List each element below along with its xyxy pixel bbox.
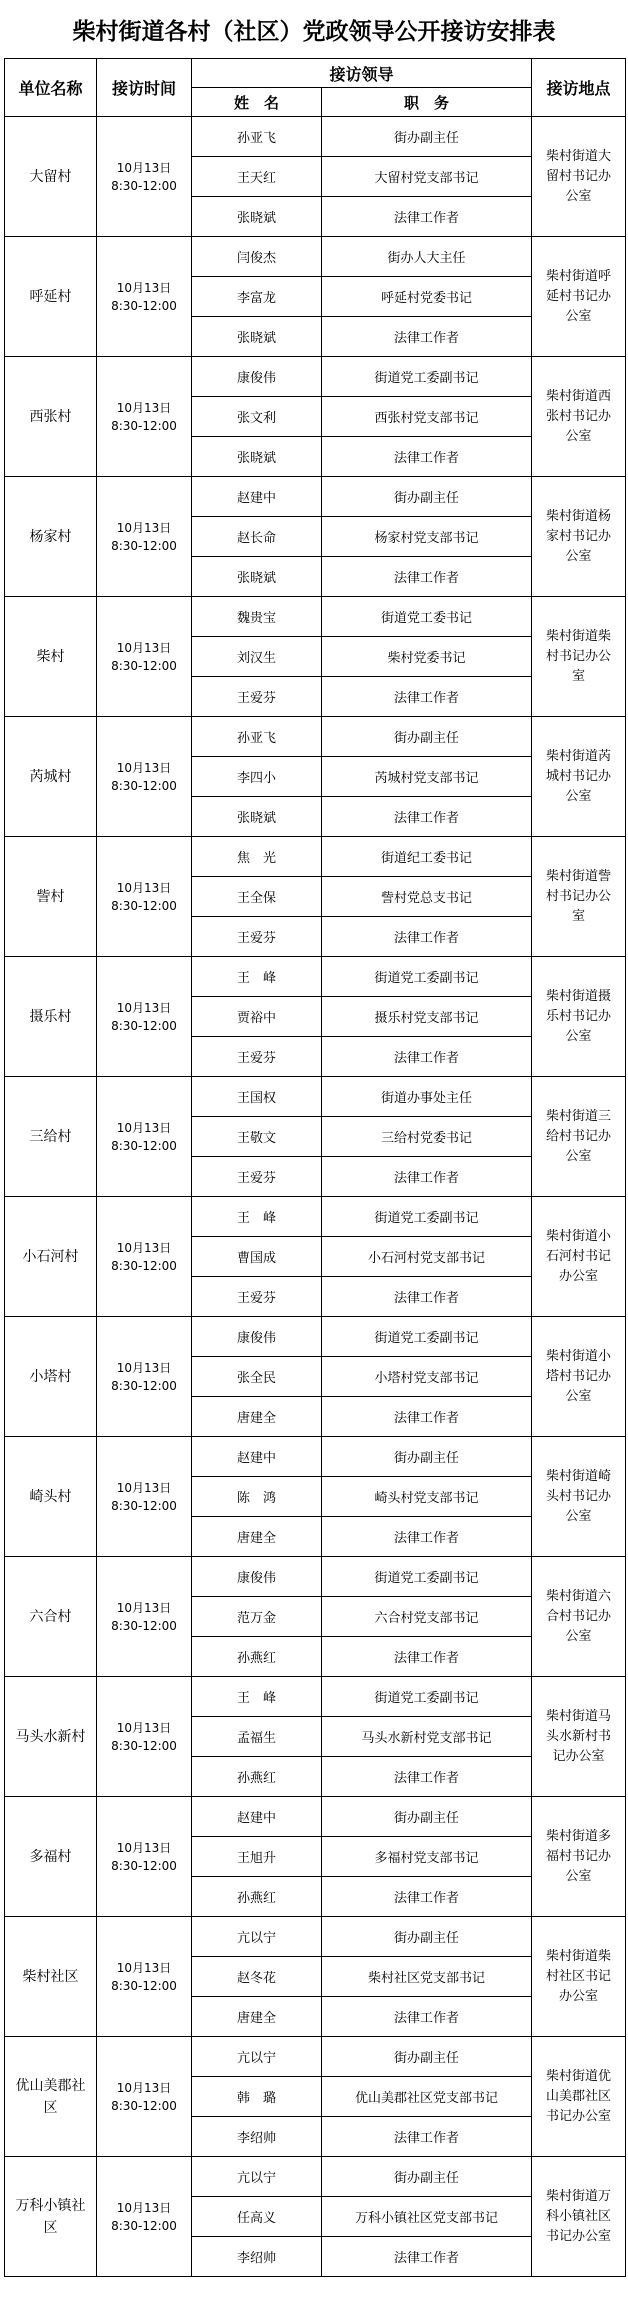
leader-position: 六合村党支部书记 <box>322 1597 532 1637</box>
visit-time <box>97 237 192 357</box>
leader-position: 街办副主任 <box>322 477 532 517</box>
visit-location: 柴村街道芮城村书记办公室 <box>532 717 626 837</box>
leader-name: 贾裕中 <box>192 997 322 1037</box>
leader-position: 柴村社区党支部书记 <box>322 1957 532 1997</box>
leader-name: 王爱芬 <box>192 677 322 717</box>
leader-name: 张晓斌 <box>192 197 322 237</box>
unit-name: 崎头村 <box>5 1437 97 1557</box>
leader-name: 康俊伟 <box>192 1557 322 1597</box>
leader-name: 李绍帅 <box>192 2237 322 2277</box>
leader-position: 优山美郡社区党支部书记 <box>322 2077 532 2117</box>
leader-name: 陈 鸿 <box>192 1477 322 1517</box>
page-title: 柴村街道各村（社区）党政领导公开接访安排表 <box>72 18 556 45</box>
leader-name: 张文利 <box>192 397 322 437</box>
visit-time <box>97 1317 192 1437</box>
visit-time <box>97 1437 192 1557</box>
schedule-table <box>4 58 626 2277</box>
visit-date: 10月13日 <box>116 400 172 415</box>
visit-time <box>97 1797 192 1917</box>
leader-position: 芮城村党支部书记 <box>322 757 532 797</box>
leader-name: 王爱芬 <box>192 1037 322 1077</box>
leader-name: 曹国成 <box>192 1237 322 1277</box>
visit-date: 10月13日 <box>116 1840 172 1855</box>
visit-location: 柴村街道小石河村书记办公室 <box>532 1197 626 1317</box>
visit-hours: 8:30-12:00 <box>111 1018 177 1033</box>
unit-name: 马头水新村 <box>5 1677 97 1797</box>
visit-date: 10月13日 <box>116 1000 172 1015</box>
leader-position: 法律工作者 <box>322 1637 532 1677</box>
visit-location: 柴村街道多福村书记办公室 <box>532 1797 626 1917</box>
leader-position: 法律工作者 <box>322 1157 532 1197</box>
visit-hours: 8:30-12:00 <box>111 1138 177 1153</box>
visit-time <box>97 2157 192 2277</box>
leader-name: 孙燕红 <box>192 1757 322 1797</box>
visit-location: 柴村街道优山美郡社区书记办公室 <box>532 2037 626 2157</box>
leader-position: 柴村党委书记 <box>322 637 532 677</box>
leader-name: 孙亚飞 <box>192 117 322 157</box>
unit-name: 柴村 <box>5 597 97 717</box>
visit-hours: 8:30-12:00 <box>111 1978 177 1993</box>
table-row <box>5 357 626 397</box>
leader-position: 法律工作者 <box>322 1517 532 1557</box>
leader-name: 赵建中 <box>192 1437 322 1477</box>
table-row <box>5 117 626 157</box>
visit-time <box>97 1197 192 1317</box>
table-row <box>5 2037 626 2077</box>
header-position: 职 务 <box>322 88 532 117</box>
leader-position: 法律工作者 <box>322 197 532 237</box>
leader-position: 小石河村党支部书记 <box>322 1237 532 1277</box>
visit-location: 柴村街道柴村书记办公室 <box>532 597 626 717</box>
visit-time <box>97 957 192 1077</box>
visit-hours: 8:30-12:00 <box>111 1378 177 1393</box>
unit-name: 小塔村 <box>5 1317 97 1437</box>
leader-position: 万科小镇社区党支部书记 <box>322 2197 532 2237</box>
leader-name: 张全民 <box>192 1357 322 1397</box>
visit-date: 10月13日 <box>116 160 172 175</box>
leader-position: 法律工作者 <box>322 1877 532 1917</box>
visit-time <box>97 357 192 477</box>
visit-time <box>97 717 192 837</box>
unit-name: 六合村 <box>5 1557 97 1677</box>
table-row <box>5 1317 626 1357</box>
leader-position: 街办副主任 <box>322 117 532 157</box>
leader-name: 王 峰 <box>192 1197 322 1237</box>
header-location: 接访地点 <box>532 59 626 117</box>
visit-hours: 8:30-12:00 <box>111 1858 177 1873</box>
leader-name: 张晓斌 <box>192 797 322 837</box>
leader-position: 街办副主任 <box>322 1917 532 1957</box>
leader-name: 王爱芬 <box>192 917 322 957</box>
leader-name: 赵建中 <box>192 477 322 517</box>
table-row <box>5 1077 626 1117</box>
visit-time <box>97 117 192 237</box>
leader-name: 王爱芬 <box>192 1157 322 1197</box>
leader-position: 街办副主任 <box>322 2037 532 2077</box>
leader-name: 王全保 <box>192 877 322 917</box>
visit-time <box>97 1677 192 1797</box>
leader-name: 李富龙 <box>192 277 322 317</box>
leader-position: 法律工作者 <box>322 437 532 477</box>
leader-name: 孙燕红 <box>192 1637 322 1677</box>
leader-name: 张晓斌 <box>192 437 322 477</box>
leader-position: 街道党工委书记 <box>322 597 532 637</box>
visit-hours: 8:30-12:00 <box>111 898 177 913</box>
visit-date: 10月13日 <box>116 1720 172 1735</box>
leader-name: 魏贵宝 <box>192 597 322 637</box>
visit-hours: 8:30-12:00 <box>111 1738 177 1753</box>
visit-hours: 8:30-12:00 <box>111 1258 177 1273</box>
leader-position: 法律工作者 <box>322 1757 532 1797</box>
visit-hours: 8:30-12:00 <box>111 538 177 553</box>
leader-name: 王敬文 <box>192 1117 322 1157</box>
leader-name: 赵长命 <box>192 517 322 557</box>
unit-name: 万科小镇社区 <box>5 2157 97 2277</box>
leader-name: 康俊伟 <box>192 1317 322 1357</box>
unit-name: 西张村 <box>5 357 97 477</box>
leader-position: 街道党工委副书记 <box>322 1557 532 1597</box>
unit-name: 优山美郡社区 <box>5 2037 97 2157</box>
table-row <box>5 237 626 277</box>
visit-date: 10月13日 <box>116 640 172 655</box>
leader-name: 康俊伟 <box>192 357 322 397</box>
visit-date: 10月13日 <box>116 1360 172 1375</box>
leader-name: 范万金 <box>192 1597 322 1637</box>
leader-position: 法律工作者 <box>322 317 532 357</box>
visit-location: 柴村街道杨家村书记办公室 <box>532 477 626 597</box>
visit-time <box>97 1917 192 2037</box>
visit-time <box>97 1077 192 1197</box>
leader-position: 街办副主任 <box>322 1437 532 1477</box>
visit-hours: 8:30-12:00 <box>111 2098 177 2113</box>
leader-name: 王国权 <box>192 1077 322 1117</box>
visit-location: 柴村街道大留村书记办公室 <box>532 117 626 237</box>
leader-name: 赵建中 <box>192 1797 322 1837</box>
leader-name: 赵冬花 <box>192 1957 322 1997</box>
visit-date: 10月13日 <box>116 280 172 295</box>
visit-date: 10月13日 <box>116 1960 172 1975</box>
leader-name: 唐建全 <box>192 1997 322 2037</box>
unit-name: 呼延村 <box>5 237 97 357</box>
visit-hours: 8:30-12:00 <box>111 658 177 673</box>
header-leaders: 接访领导 <box>192 59 532 88</box>
leader-position: 法律工作者 <box>322 1277 532 1317</box>
leader-position: 街道办事处主任 <box>322 1077 532 1117</box>
visit-date: 10月13日 <box>116 1480 172 1495</box>
leader-position: 法律工作者 <box>322 1397 532 1437</box>
leader-position: 街道党工委副书记 <box>322 357 532 397</box>
leader-name: 李四小 <box>192 757 322 797</box>
leader-name: 任高义 <box>192 2197 322 2237</box>
visit-time <box>97 837 192 957</box>
visit-date: 10月13日 <box>116 1600 172 1615</box>
table-row <box>5 717 626 757</box>
unit-name: 多福村 <box>5 1797 97 1917</box>
visit-location: 柴村街道訾村书记办公室 <box>532 837 626 957</box>
leader-name: 焦 光 <box>192 837 322 877</box>
unit-name: 小石河村 <box>5 1197 97 1317</box>
visit-location: 柴村街道小塔村书记办公室 <box>532 1317 626 1437</box>
visit-location: 柴村街道呼延村书记办公室 <box>532 237 626 357</box>
leader-position: 多福村党支部书记 <box>322 1837 532 1877</box>
leader-name: 孙亚飞 <box>192 717 322 757</box>
leader-position: 街道纪工委书记 <box>322 837 532 877</box>
visit-date: 10月13日 <box>116 2200 172 2215</box>
table-row <box>5 477 626 517</box>
leader-name: 王 峰 <box>192 957 322 997</box>
visit-location: 柴村街道摄乐村书记办公室 <box>532 957 626 1077</box>
unit-name: 芮城村 <box>5 717 97 837</box>
visit-hours: 8:30-12:00 <box>111 1498 177 1513</box>
leader-position: 法律工作者 <box>322 1037 532 1077</box>
leader-name: 李绍帅 <box>192 2117 322 2157</box>
leader-name: 闫俊杰 <box>192 237 322 277</box>
header-unit: 单位名称 <box>5 59 97 117</box>
leader-position: 街道党工委副书记 <box>322 1317 532 1357</box>
visit-location: 柴村街道六合村书记办公室 <box>532 1557 626 1677</box>
visit-date: 10月13日 <box>116 880 172 895</box>
leader-name: 唐建全 <box>192 1397 322 1437</box>
visit-hours: 8:30-12:00 <box>111 1618 177 1633</box>
leader-name: 韩 璐 <box>192 2077 322 2117</box>
leader-position: 马头水新村党支部书记 <box>322 1717 532 1757</box>
leader-position: 法律工作者 <box>322 2237 532 2277</box>
unit-name: 大留村 <box>5 117 97 237</box>
leader-position: 訾村党总支书记 <box>322 877 532 917</box>
visit-hours: 8:30-12:00 <box>111 178 177 193</box>
unit-name: 柴村社区 <box>5 1917 97 2037</box>
leader-name: 王 峰 <box>192 1677 322 1717</box>
leader-name: 张晓斌 <box>192 557 322 597</box>
leader-position: 三给村党委书记 <box>322 1117 532 1157</box>
leader-name: 王爱芬 <box>192 1277 322 1317</box>
table-row <box>5 1437 626 1477</box>
unit-name: 摄乐村 <box>5 957 97 1077</box>
leader-name: 孟福生 <box>192 1717 322 1757</box>
visit-hours: 8:30-12:00 <box>111 2218 177 2233</box>
visit-time <box>97 2037 192 2157</box>
visit-hours: 8:30-12:00 <box>111 298 177 313</box>
leader-position: 街道党工委副书记 <box>322 957 532 997</box>
leader-position: 崎头村党支部书记 <box>322 1477 532 1517</box>
visit-location: 柴村街道马头水新村书记办公室 <box>532 1677 626 1797</box>
visit-hours: 8:30-12:00 <box>111 778 177 793</box>
visit-time <box>97 1557 192 1677</box>
leader-position: 街办副主任 <box>322 717 532 757</box>
visit-date: 10月13日 <box>116 520 172 535</box>
leader-position: 法律工作者 <box>322 2117 532 2157</box>
leader-position: 大留村党支部书记 <box>322 157 532 197</box>
table-row <box>5 957 626 997</box>
leader-position: 街道党工委副书记 <box>322 1197 532 1237</box>
leader-position: 法律工作者 <box>322 557 532 597</box>
leader-name: 亢以宁 <box>192 1917 322 1957</box>
leader-name: 刘汉生 <box>192 637 322 677</box>
leader-name: 唐建全 <box>192 1517 322 1557</box>
unit-name: 三给村 <box>5 1077 97 1197</box>
leader-position: 呼延村党委书记 <box>322 277 532 317</box>
leader-name: 亢以宁 <box>192 2157 322 2197</box>
table-row <box>5 597 626 637</box>
leader-name: 亢以宁 <box>192 2037 322 2077</box>
leader-position: 杨家村党支部书记 <box>322 517 532 557</box>
leader-position: 法律工作者 <box>322 1997 532 2037</box>
leader-position: 街办副主任 <box>322 2157 532 2197</box>
leader-name: 孙燕红 <box>192 1877 322 1917</box>
table-row <box>5 2157 626 2197</box>
unit-name: 杨家村 <box>5 477 97 597</box>
visit-location: 柴村街道西张村书记办公室 <box>532 357 626 477</box>
visit-hours: 8:30-12:00 <box>111 418 177 433</box>
leader-position: 法律工作者 <box>322 677 532 717</box>
header-time: 接访时间 <box>97 59 192 117</box>
visit-time <box>97 477 192 597</box>
visit-date: 10月13日 <box>116 1240 172 1255</box>
leader-position: 法律工作者 <box>322 797 532 837</box>
visit-location: 柴村街道万科小镇社区书记办公室 <box>532 2157 626 2277</box>
table-row <box>5 1557 626 1597</box>
visit-date: 10月13日 <box>116 760 172 775</box>
table-row <box>5 1917 626 1957</box>
leader-name: 张晓斌 <box>192 317 322 357</box>
leader-position: 街办副主任 <box>322 1797 532 1837</box>
leader-position: 街道党工委副书记 <box>322 1677 532 1717</box>
visit-time <box>97 597 192 717</box>
visit-date: 10月13日 <box>116 1120 172 1135</box>
table-row <box>5 1197 626 1237</box>
leader-name: 王天红 <box>192 157 322 197</box>
leader-position: 小塔村党支部书记 <box>322 1357 532 1397</box>
visit-location: 柴村街道崎头村书记办公室 <box>532 1437 626 1557</box>
table-row <box>5 837 626 877</box>
leader-position: 摄乐村党支部书记 <box>322 997 532 1037</box>
header-name: 姓 名 <box>192 88 322 117</box>
unit-name: 訾村 <box>5 837 97 957</box>
header-row <box>5 59 626 88</box>
leader-position: 西张村党支部书记 <box>322 397 532 437</box>
table-row <box>5 1677 626 1717</box>
visit-date: 10月13日 <box>116 2080 172 2095</box>
visit-location: 柴村街道柴村社区书记办公室 <box>532 1917 626 2037</box>
table-row <box>5 1797 626 1837</box>
leader-position: 法律工作者 <box>322 917 532 957</box>
leader-position: 街办人大主任 <box>322 237 532 277</box>
visit-location: 柴村街道三给村书记办公室 <box>532 1077 626 1197</box>
leader-name: 王旭升 <box>192 1837 322 1877</box>
